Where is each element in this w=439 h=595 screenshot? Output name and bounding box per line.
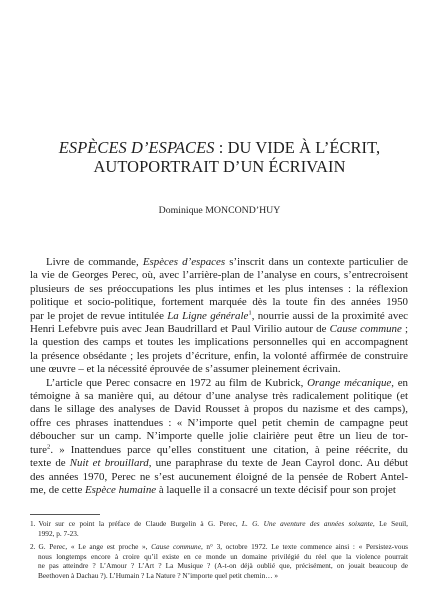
paragraph <box>30 256 408 377</box>
text-line <box>30 484 408 497</box>
footnote-line <box>30 542 408 552</box>
footnote-ref: 1 <box>248 309 252 316</box>
text-run: Livre de commande, <box>46 256 143 268</box>
italic-run: Orange mécanique <box>307 376 392 389</box>
text-run: une œuvre – et la nécessité éprouvée de s’assumer pleinement écrivain. <box>30 363 341 376</box>
text-line <box>30 363 408 376</box>
text-line <box>30 430 408 443</box>
italic-run: L. G. Une aventure des années soixante <box>241 519 373 528</box>
text-line <box>30 377 408 390</box>
text-run: Beethoven à Dachau ?). L’Humain ? La Nature ? N’importe quel petit chemin… » <box>38 570 279 580</box>
text-line <box>30 350 408 363</box>
text-run: politique et socio-politique, fortement marquée dès la toute fin des années 1950 <box>30 296 408 309</box>
text-run: texte de <box>30 457 70 470</box>
article-body <box>30 256 408 497</box>
footnote <box>30 542 408 580</box>
text-run: déboucher sur un camp. N’importe quelle jolie clairière peut être un lieu de tor- <box>30 430 408 443</box>
footnote-separator <box>30 514 100 515</box>
title-line-1 <box>40 138 399 157</box>
text-line <box>30 417 408 430</box>
text-line <box>30 390 408 403</box>
text-line <box>30 403 408 416</box>
text-line <box>30 283 408 296</box>
author-name: Dominique MONCOND’HUY <box>158 205 281 216</box>
title-italic-part: ESPÈCES D’ESPACES <box>58 138 215 157</box>
text-run: , n° 3, octobre 1972. Le texte commence ainsi : « Persistez-vous <box>200 542 408 552</box>
text-run: ; <box>401 323 409 336</box>
text-line <box>30 296 408 309</box>
text-line <box>30 256 408 269</box>
text-run: G. Perec, « Le ange est proche », <box>38 542 152 552</box>
text-run: offre ces phrases inattendues : « N’importe quel petit chemin de campagne peut <box>30 416 408 429</box>
text-run: Henri Lefebvre puis avec Jean Baudrillard et Paul Virilio autour de <box>30 323 330 336</box>
text-run: , une paraphrase du texte de Jean Cayrol donc. Au début <box>148 457 408 470</box>
text-line <box>30 457 408 470</box>
text-run: 1992, p. 7-23. <box>38 528 79 538</box>
text-run: la vie de Georges Perec, où, avec l’arrière-plan de l’analyse en cours, s’entrecroisent <box>30 269 408 282</box>
title-line-2: AUTOPORTRAIT D’UN ÉCRIVAIN <box>93 157 346 176</box>
italic-run: Espèce humaine <box>85 483 157 496</box>
text-run: ture <box>30 443 47 456</box>
text-run: . » Inattendues parce qu’elles constituent une citation, à peine réécrite, du <box>50 443 408 456</box>
footnote-line <box>30 571 408 581</box>
footnote-line <box>30 519 408 529</box>
title-rest-part: : DU VIDE À L’ÉCRIT, <box>214 138 381 157</box>
italic-run: Cause commune <box>329 323 402 336</box>
text-run: Voir sur ce point la préface de Claude Burgelin à G. Perec, <box>38 519 242 528</box>
text-run: la question des camps et toutes les implications personnelles qui en accompagnent <box>30 336 408 349</box>
text-line <box>30 323 408 336</box>
italic-run: La Ligne générale <box>167 309 249 322</box>
text-line <box>30 444 408 457</box>
italic-run: Espèces d’espaces <box>142 256 226 268</box>
text-run: , nourrie aussi de la proximité avec <box>251 309 408 322</box>
italic-run: Cause commune <box>151 542 201 552</box>
text-run: la présence obsédante ; les projets d’écriture, enfin, la volonté affirmée de construire <box>30 349 408 362</box>
footnote-number: 2. <box>30 542 36 552</box>
text-run: , en <box>391 376 408 389</box>
text-run: à laquelle il a consacré un texte décisif pour son projet <box>156 483 396 496</box>
footnote <box>30 519 408 538</box>
text-line <box>30 471 408 484</box>
text-run: me, de cette <box>30 483 86 496</box>
footnote-number: 1. <box>30 519 36 528</box>
text-run: , Le Seuil, <box>372 519 408 528</box>
text-run: L’article que Perec consacre en 1972 au film de Kubrick, <box>46 376 308 389</box>
text-run: témoigne à sa manière qui, au détour d’une analyse très radicalement politique (et <box>30 390 408 403</box>
text-run: des années 1970, Perec ne s’est aucunement éloigné de la pensée de Robert Antel- <box>30 470 408 483</box>
text-line <box>30 269 408 282</box>
paragraph <box>30 377 408 498</box>
text-line <box>30 310 408 323</box>
article-title <box>40 138 399 176</box>
footnote-line <box>30 529 408 539</box>
text-run: nous longtemps encore à croire qu’il existe en ce monde un domaine privilégié du réel que la violence pourrait <box>38 551 408 561</box>
footnote-line <box>30 552 408 562</box>
footnote-ref: 2 <box>46 443 51 451</box>
text-line <box>30 336 408 349</box>
text-run: s’inscrit dans un contexte particulier de <box>225 256 408 268</box>
footnotes <box>30 519 408 585</box>
text-run: par le projet de revue intitulée <box>30 309 168 322</box>
text-run: ne pas atteindre ? L’Amour ? L’Art ? La Musique ? (A-t-on déjà oublié que, précisément, on jouait beaucoup de <box>38 561 408 571</box>
footnote-line <box>30 561 408 571</box>
italic-run: Nuit et brouillard <box>69 457 149 470</box>
text-run: dans le sillage des analyses de David Rousset à propos du nazisme et des camps), <box>30 403 408 416</box>
text-run: plusieurs de ses préoccupations les plus intimes et les plus intenses : la réflexion <box>30 282 408 295</box>
